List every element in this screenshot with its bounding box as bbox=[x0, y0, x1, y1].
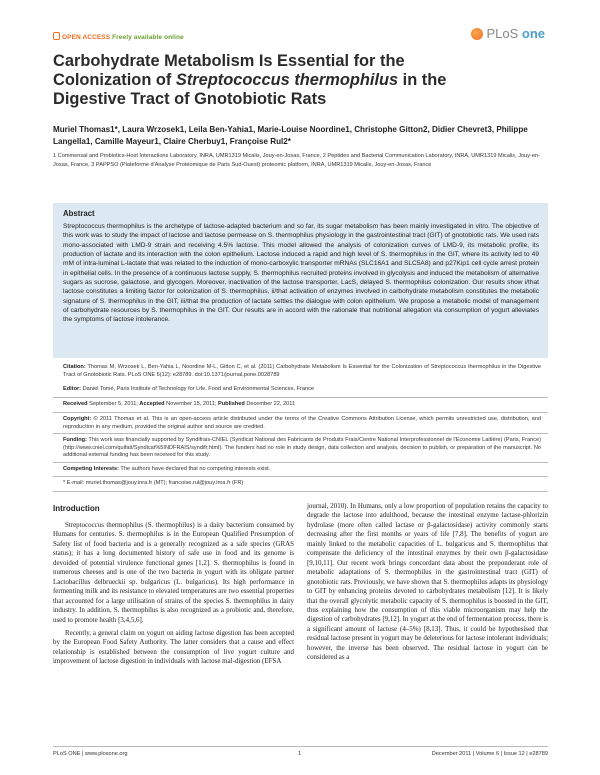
open-access-badge bbox=[53, 32, 184, 41]
intro-paragraph-1: Streptococcus thermophilus (S. thermophilus) is a dairy bacterium consumed by Humans for centuries. S. thermophilus is in the European Qualified Presumption of Safety list of food bacteria and is a generally recognized as a safe species (GRAS status); it has a long documented history of safe use in food and its genome is devoided of potential virulence functional genes [1,2]. S. thermophilus is found in numerous cheeses and is one of the two bacteria in yogurt with its obligate partner Lactobacillus delbrueckii sp. bulgaricus (L. bulgaricus). Its high performance in fermenting milk and its resistance to elevated temperatures are two essential properties that accounted for a large utilisation of strains of the species S. thermophilus in dairy industry. In addition, S. thermophilus is also recognized as a probiotic and, therefore, used to promote health [3,4,5,6]. bbox=[53, 521, 294, 624]
author-list: Muriel Thomas1*, Laura Wrzosek1, Leila Ben-Yahia1, Marie-Louise Noordine1, Christophe Gitton2, Didier Chevret3, Philippe Langella1, Camille Mayeur1, Claire Cherbuy1, Françoise Rul2* bbox=[53, 125, 528, 146]
meta-divider bbox=[53, 476, 548, 477]
page-number: 1 bbox=[298, 751, 302, 757]
published-date: December 22, 2011 bbox=[246, 401, 296, 407]
logo-one-text: one bbox=[521, 26, 545, 41]
received-label: Received bbox=[63, 401, 88, 407]
open-lock-icon bbox=[53, 32, 60, 40]
meta-divider bbox=[53, 491, 548, 492]
copyright-label: Copyright: bbox=[63, 416, 92, 422]
funding-label: Funding: bbox=[63, 437, 87, 443]
dates bbox=[63, 401, 541, 409]
email[interactable]: * E-mail: muriel.thomas@jouy.inra.fr (MT); francoise.rul@jouy.inra.fr (FR) bbox=[63, 480, 244, 486]
editor bbox=[63, 386, 541, 394]
title-line-2 bbox=[53, 71, 553, 90]
title-line-2-post: in the bbox=[398, 71, 447, 90]
open-access-label: OPEN ACCESS bbox=[62, 34, 111, 41]
footer-issue: December 2011 | Volume 6 | Issue 12 | e28789 bbox=[431, 751, 548, 757]
accepted-date: November 15, 2011; bbox=[166, 401, 217, 407]
meta-divider bbox=[53, 462, 548, 463]
paper-title bbox=[53, 52, 553, 110]
title-species: Streptococcus thermophilus bbox=[175, 71, 399, 90]
footer-divider bbox=[53, 746, 548, 747]
citation-text: Thomas M, Wrzosek L, Ben-Yahia L, Noordine M-L, Gitton C, et al. (2011) Carbohydrate Metabolism Is Essential for the Colonization of Streptococcus thermophilus in the Digestive Tract of Gnotobiotic Rats. PLoS ONE 6(12): e28789. doi:10.1371/journal.pone.0028789 bbox=[63, 364, 541, 378]
logo-plos-text: PLoS bbox=[486, 26, 519, 41]
intro-paragraph-2: Recently, a general claim on yogurt on aiding lactose digestion has been accepted by the European Food Safety Authority. The latter considers that a cause and effect relationship is established between the consumption of live yogurt culture and improvement of lactose digestion in individuals with lactose mal-digestion (EFSA bbox=[53, 628, 294, 666]
competing-interests bbox=[63, 466, 541, 474]
funding-text: This work was financially supported by Syndifrais-CNIEL (Syndicat National des Fabricants de Produits Frais/Centre National Interprofessionnel de l'Economie Laitière) (Paris, France) (http://www.cniel.com/quifait/Syndicat%5INDFRAIS/syndifr.html). The funders had no role in study design, data collection and analysis, decision to publish, or preparation of the manuscript. No additional external funding has been received for this study. bbox=[63, 437, 541, 459]
abstract-heading: Abstract bbox=[63, 209, 95, 218]
footer-journal: PLoS ONE | www.plosone.org bbox=[53, 751, 128, 757]
competing-text: The authors have declared that no competing interests exist. bbox=[120, 466, 271, 472]
copyright bbox=[63, 416, 541, 431]
published-label: Published bbox=[218, 401, 245, 407]
introduction-heading: Introduction bbox=[53, 504, 100, 513]
citation bbox=[63, 364, 541, 379]
title-line-2-pre: Colonization of bbox=[53, 71, 176, 90]
meta-divider bbox=[53, 397, 548, 398]
journal-logo bbox=[471, 26, 545, 41]
editor-text: Daniel Tomé, Paris Institute of Technology for Life, Food and Environmental Sciences, France bbox=[82, 386, 315, 392]
title-line-1: Carbohydrate Metabolism Is Essential for the bbox=[53, 52, 405, 70]
intro-column-2 bbox=[307, 502, 548, 663]
editor-label: Editor: bbox=[63, 386, 82, 392]
title-line-3: Digestive Tract of Gnotobiotic Rats bbox=[53, 90, 327, 109]
plos-logo-icon bbox=[471, 28, 483, 40]
accepted-label: Accepted bbox=[139, 401, 165, 407]
meta-divider bbox=[53, 433, 548, 434]
competing-label: Competing Interests: bbox=[63, 466, 119, 472]
copyright-text: © 2011 Thomas et al. This is an open-access article distributed under the terms of the Creative Commons Attribution License, which permits unrestricted use, distribution, and reproduction in any medium, provided the original author and source are credited. bbox=[63, 416, 541, 430]
funding bbox=[63, 437, 541, 460]
abstract-text: Streptococcus thermophilus is the archetype of lactose-adapted bacterium and so far, its sugar metabolism has been mainly investigated in vitro. The objective of this work was to study the impact of lactose and lactose permease on S. thermophilus physiology in the gastrointestinal tract (GIT) of gnotobiotic rats. We used rats mono-associated with LMD-9 strain and receiving 4.5% lactose. This model allowed the analysis of colonization curves of LMD-9, its metabolic profile, its production of lactate and its interaction with the colon epithelium. Lactose induced a rapid and high level of S. thermophilus in the GIT, where its activity led to 49 mM of intra-luminal L-lactate that was related to the induction of mono-carboxylic transporter mRNAs (SLC16A1 and SLC5A8) and p27Kip1 cell cycle arrest protein in epithelial cells. In the presence of a continuous lactose supply, S. thermophilus recruited proteins involved in glycolysis and induced the metabolism of alternative sugars as sucrose, galactose, and glycogen. Moreover, inactivation of the lactose transporter, LacS, delayed S. thermophilus colonization. Our results show i/that lactose constitutes a limiting factor for colonization of S. thermophilus, ii/that activation of enzymes involved in carbohydrate metabolism constitutes the metabolic signature of S. thermophilus in the GIT, iii/that the production of lactate settles the dialogue with colon epithelium. We propose a metabolic model of management of carbohydrate resources by S. thermophilus in the GIT. Our results are in accord with the rationale that nutritional allegation via consumption of yogurt alleviates the symptoms of lactose intolerance. bbox=[63, 223, 539, 324]
meta-divider bbox=[53, 412, 548, 413]
intro-column-1 bbox=[53, 521, 294, 671]
affiliations: 1 Commensal and Probiotics-Host Interactions Laboratory, INRA, UMR1319 Micalis, Jouy-en-Josas, France, 2 Peptides and Bacterial Communication Laboratory, INRA, UMR1319 Micalis, Jouy-en-Josas, France, 3 PAPPSO (Plateforme d'Analyse Protéomique de Paris Sud-Ouest) proteomic platform, INRA, UMR1319 Micalis, Jouy-en-Josas, France bbox=[53, 153, 540, 168]
received-date: September 5, 2011; bbox=[89, 401, 138, 407]
intro-paragraph-3: journal, 2010). In Humans, only a low proportion of population retains the capacity to degrade the lactose into adulthood, because the intestinal enzyme lactase-phlorizin hydrolase (more often called lactase or β-galactosidase) activity commonly starts decreasing after the first months or years of life [7,8]. The benefits of yogurt are mainly linked to the metabolic capacities of L. bulgaricus and S. thermophilus that compensate the deficiency of the intestinal enzymes by their own β-galactosidase [9,10,11]. Our recent work brings concordant data about the preponderant role of metabolic adaptations of S. thermophilus in the gastrointestinal tract (GIT) of gnotobiotic rats. Previously, we have shown that S. thermophilus adapts its physiology to GIT by enhancing proteins devoted to carbohydrates metabolism [12]. It is likely that the overall glycolytic metabolic capacity of S. thermophilus is boosted in the GIT, thus explaining how the consumption of this viable microorganism may help the digestion of carbohydrates [9,12]. In yogurt at the end of fermentation process, there is a significant amount of lactose (4–5%) [8,13]. Thus, it could be hypothesised that residual lactose present in yogurt may be deleterious for lactose intolerant individuals; however, the inverse has been observed. The residual lactose in yogurt can be considered as a bbox=[307, 502, 548, 662]
freely-available-label: Freely available online bbox=[112, 34, 184, 41]
citation-label: Citation: bbox=[63, 364, 86, 370]
